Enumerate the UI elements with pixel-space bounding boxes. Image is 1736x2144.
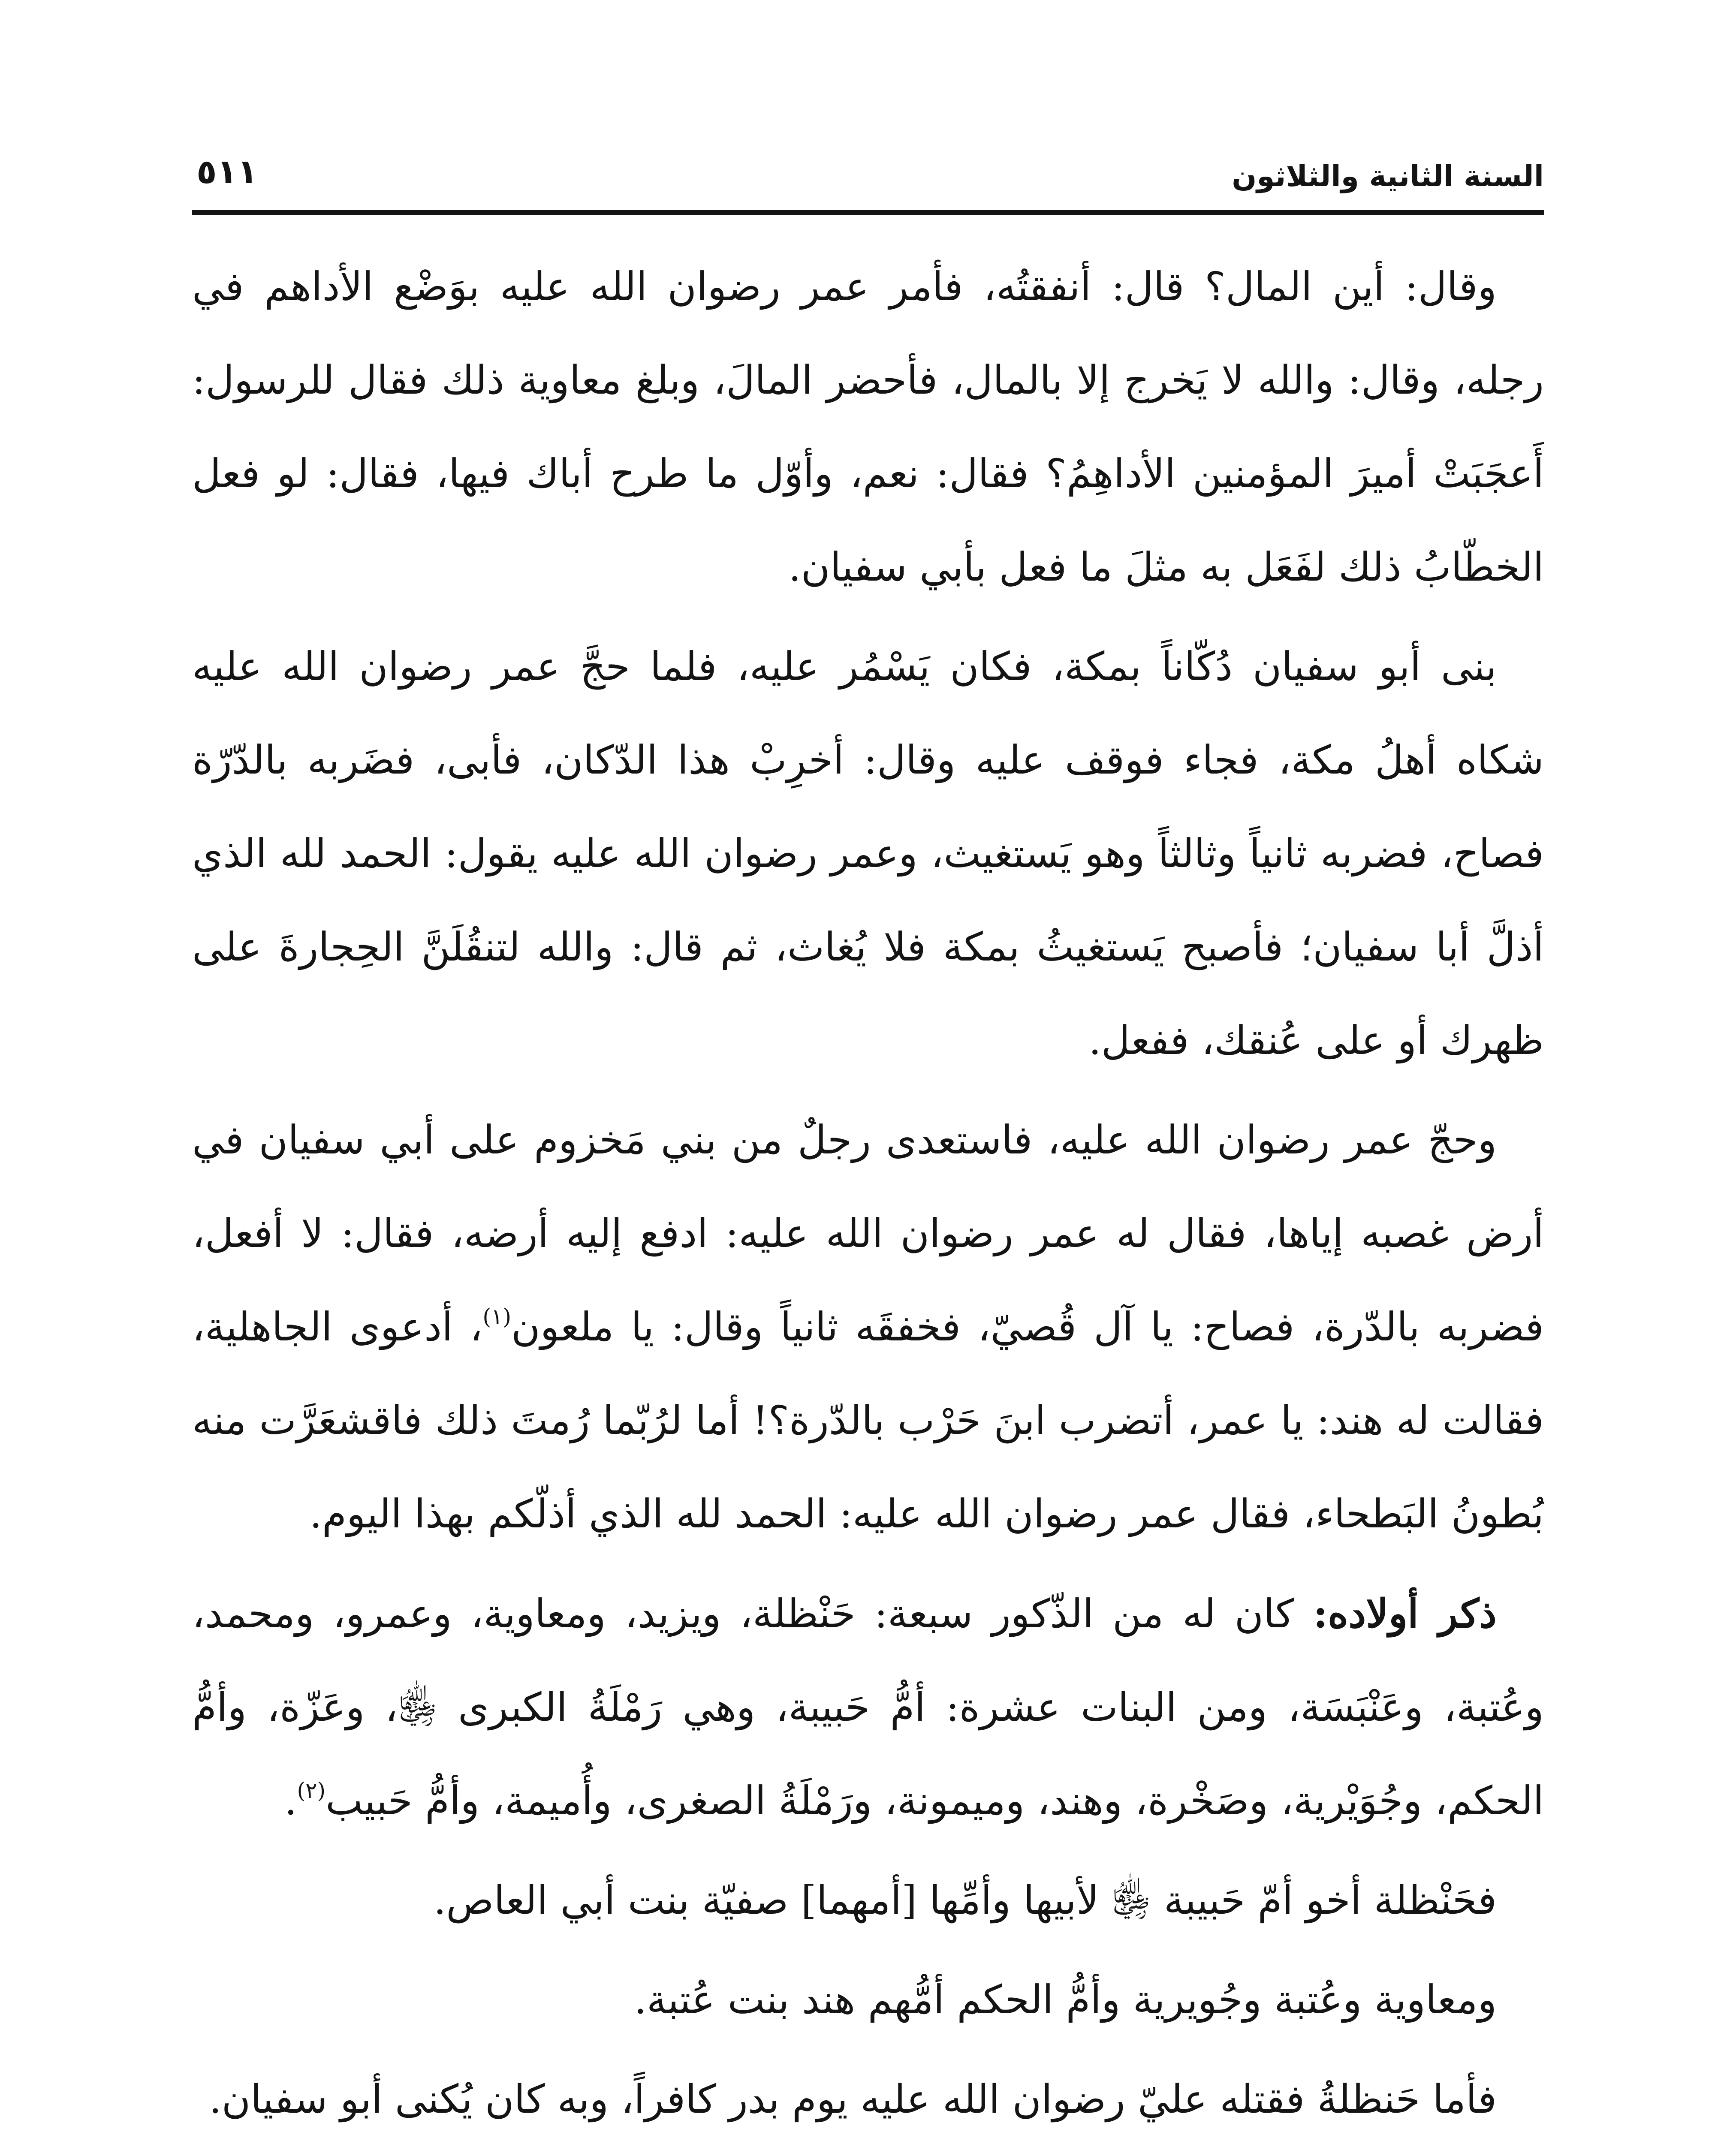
paragraph-children-end: . bbox=[284, 1778, 297, 1824]
paragraph-1: وقال: أين المال؟ قال: أنفقتُه، فأمر عمر رضوان الله عليه بوَضْع الأداهم في رجله، وقال: والله لا يَخرج إلا بالمال، فأحضر المالَ، وبلغ معاوية ذلك فقال للرسول: أَعجَبَتْ أميرَ المؤمنين الأداهِمُ؟ فقال: نعم، وأوّل ما طرح أباك فيها، فقال: لو فعل الخطّابُ ذلك لفَعَل به مثلَ ما فعل بأبي سفيان. bbox=[192, 264, 1544, 590]
main-text bbox=[192, 240, 1544, 2144]
footnote-ref-1: (١) bbox=[482, 1304, 512, 1330]
paragraph-3-part-2: ، أدعوى الجاهلية، فقالت له هند: يا عمر، أتضرب ابنَ حَرْب بالدّرة؟! أما لرُبّما رُمتَ ذلك فاقشعَرَّت منه بُطونُ البَطحاء، فقال عمر رضوان الله عليه: الحمد لله الذي أذلّكم بهذا اليوم. bbox=[192, 1304, 1544, 1537]
paragraph-children-text: كان له من الذّكور سبعة: حَنْظلة، ويزيد، ومعاوية، وعمرو، ومحمد، وعُتبة، وعَنْبَسَة، ومن البنات عشرة: أمُّ حَبيبة، وهي رَمْلَةُ الكبرى ﵂، وعَزّة، وأمُّ الحكم، وجُوَيْرية، وصَخْرة، وهند، وميمونة، ورَمْلَةُ الصغرى، وأُميمة، وأمُّ حَبيب bbox=[192, 1591, 1544, 1824]
page-number: ٥١١ bbox=[196, 153, 258, 191]
paragraph-hanzala: فحَنْظلة أخو أمّ حَبيبة ﵂ لأبيها وأمِّها [أمهما] صفيّة بنت أبي العاص. bbox=[434, 1877, 1497, 1923]
chapter-title: السنة الثانية والثلاثون bbox=[1232, 160, 1544, 193]
paragraph-children bbox=[192, 1567, 1544, 1848]
running-header bbox=[192, 129, 1544, 215]
section-heading-children: ذكر أولاده: bbox=[1313, 1590, 1497, 1637]
paragraph-muawiya: ومعاوية وعُتبة وجُويرية وأمُّ الحكم أمُّهم هند بنت عُتبة. bbox=[634, 1977, 1497, 2023]
paragraph-3 bbox=[192, 1093, 1544, 1561]
paragraph-2: بنى أبو سفيان دُكّاناً بمكة، فكان يَسْمُر عليه، فلما حجَّ عمر رضوان الله عليه شكاه أهلُ مكة، فجاء فوقف عليه وقال: أخرِبْ هذا الدّكان، فأبى، فضَربه بالدّرّة فصاح، فضربه ثانياً وثالثاً وهو يَستغيث، وعمر رضوان الله عليه يقول: الحمد لله الذي أذلَّ أبا سفيان؛ فأصبح يَستغيثُ بمكة فلا يُغاث، ثم قال: والله لتنقُلَنَّ الحِجارةَ على ظهرك أو على عُنقك، ففعل. bbox=[192, 644, 1544, 1063]
footnote-ref-2: (٢) bbox=[297, 1778, 326, 1804]
paragraph-hanzala-killed: فأما حَنظلةُ فقتله عليّ رضوان الله عليه يوم بدر كافراً، وبه كان يُكنى أبو سفيان. bbox=[209, 2076, 1497, 2122]
paragraph-3-part-1: وحجّ عمر رضوان الله عليه، فاستعدى رجلٌ من بني مَخزوم على أبي سفيان في أرض غصبه إياها، فقال له عمر رضوان الله عليه: ادفع إليه أرضه، فقال: لا أفعل، فضربه بالدّرة، فصاح: يا آل قُصيّ، فخفقَه ثانياً وقال: يا ملعون bbox=[192, 1117, 1544, 1350]
